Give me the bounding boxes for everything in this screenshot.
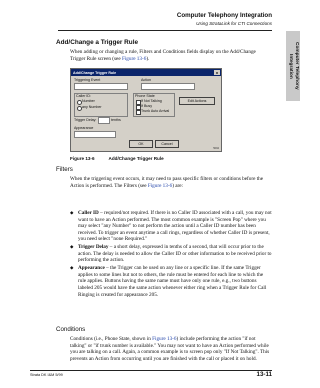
footer-rule [30, 370, 272, 371]
trigger-rule-dialog-figure [70, 68, 222, 152]
filters-heading: Filters [56, 166, 73, 173]
footer-doc-info: Strata DK I&M 5/99 [30, 373, 63, 377]
phone-state-option-3: Trunk Auto Arrival [141, 109, 170, 113]
running-header-title: Computer Telephony Integration [176, 12, 272, 19]
filters-list [70, 210, 272, 299]
figure-caption [70, 156, 164, 161]
page-number: 13-11 [256, 371, 272, 378]
conditions-text: Conditions (i.e., Phone State, shown in Figure 13-6) include performing the action "if not talking" or "if trunk number is available." You may not want to have an Action performed while you are talking on a call. Again, a common example is to screen pop only "If Not Talking". This prevents an Action from occurring until you are finished with the call or placed it on hold. [70, 336, 270, 362]
caller-id-option-2: any Number [82, 105, 102, 109]
filter-term: Appearance [78, 265, 105, 272]
phone-state-option-2: If Busy [141, 104, 152, 108]
caller-id-option-1: Number [82, 99, 95, 103]
header-rule [58, 30, 272, 31]
triggering-event-label: Triggering Event [74, 78, 101, 82]
filter-description: – a short delay, expressed in tenths of a second, that will occur prior to the action. The delay is needed to allow the Caller ID or other information to be received prior to performing the action. [78, 244, 272, 264]
filter-term: Caller ID [78, 210, 99, 216]
conditions-heading: Conditions [56, 326, 86, 333]
figure-link[interactable]: Figure 13-6 [152, 336, 177, 342]
bullet-icon: ◆ [70, 210, 74, 215]
running-header-subtitle: Using StrataLink for CTI Connections [196, 21, 272, 26]
dialog-title-bar [71, 69, 221, 76]
phone-state-label: Phone State [135, 94, 155, 98]
list-item [70, 210, 272, 243]
figure-link[interactable]: Figure 13-6 [121, 55, 147, 62]
bullet-icon: ◆ [70, 265, 74, 271]
close-icon[interactable]: x [215, 70, 219, 75]
chapter-side-tab [286, 31, 300, 101]
bullet-icon: ◆ [70, 244, 74, 250]
figure-number: Figure 13-6 [70, 156, 95, 161]
appearance-select[interactable] [74, 131, 116, 138]
filter-description: – the Trigger can be used on any line or a specific line. If the same Trigger applies to some lines but not to others, the rule must be entered for each line to which the rule applies. Buttons having the same name must have only one rule, e.g., two buttons labeled 205 would have the same action whenever either ring when a Trigger Rule for Call Ringing is created for appearance 205. [78, 265, 267, 298]
list-item [70, 265, 272, 298]
section-heading: Add/Change a Trigger Rule [56, 39, 139, 46]
ok-button[interactable]: OK [129, 140, 153, 148]
phone-state-option-1: If Not Talking [141, 99, 162, 103]
caller-id-label: Caller ID: [76, 94, 91, 98]
side-tab-label: Computer Telephony Integration [288, 42, 299, 90]
figure-tag: 5094 [213, 147, 219, 150]
filter-description: – required/not required. If there is no Caller ID associated with a call, you may not want to have an Action performed. The most common example is "Screen Pop" where you may select "any Number" to not perform the action until a Caller ID number has been received. To trigger an event anytime a call rings, regardless of whether Caller ID is present, you need select "none Required." [78, 210, 272, 243]
trigger-delay-input[interactable] [98, 117, 110, 124]
trigger-delay-label: Trigger Delay: [74, 118, 97, 122]
figure-link[interactable]: Figure 13-6 [147, 182, 173, 189]
edit-actions-button[interactable]: Edit Actions [179, 97, 215, 105]
tenths-label: tenths [111, 118, 121, 122]
triggering-event-select[interactable] [74, 83, 128, 90]
action-label: Action [141, 78, 151, 82]
filters-intro: When the triggering event occurs, it may need to pass specific filters or conditions before the Action is performed. The Filters (see Figure 13-6) are: [70, 176, 264, 189]
appearance-label: Appearance [74, 126, 94, 130]
list-item [70, 244, 272, 264]
filter-term: Trigger Delay [78, 244, 109, 251]
action-select[interactable] [141, 83, 195, 90]
dialog-title: Add/Change Trigger Rule [73, 70, 117, 75]
figure-title: Add/Change Trigger Rule [108, 156, 164, 161]
cancel-button[interactable]: Cancel [155, 140, 179, 148]
section-intro: When adding or changing a rule, Filters and Conditions fields display on the Add/Change Trigger Rule screen (see Figure 13-6). [70, 49, 256, 62]
